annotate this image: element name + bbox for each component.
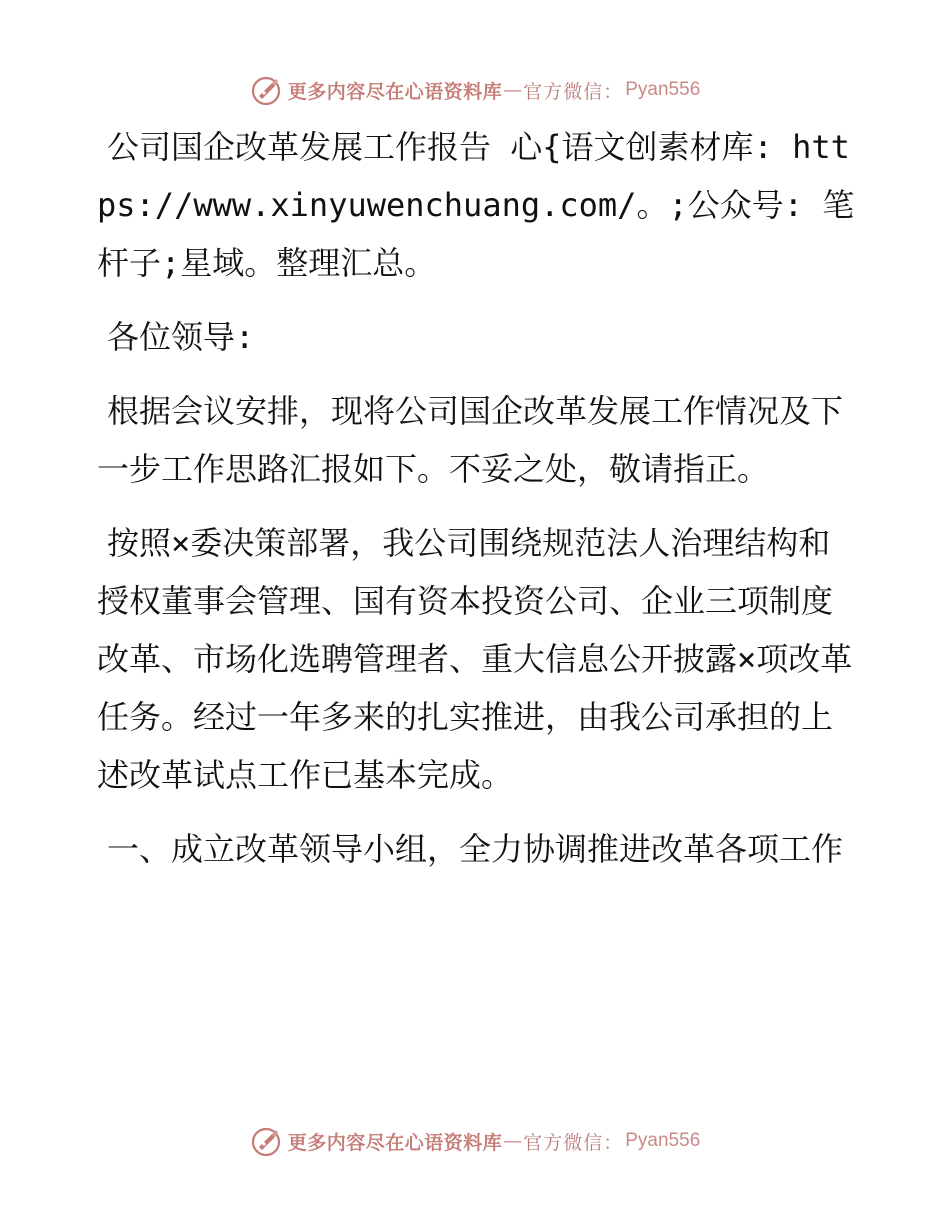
paragraph-salutation: 各位领导: (107, 318, 255, 356)
header-dash: — (503, 79, 523, 101)
paragraph-section-heading: 一、成立改革领导小组，全力协调推进改革各项工作 (107, 830, 844, 868)
header-banner (0, 70, 950, 110)
footer-dash: — (503, 1130, 523, 1152)
footer-brand-text: 更多内容尽在心语资料库 (287, 1131, 503, 1154)
pen-nib-circle-icon (250, 74, 282, 106)
header-brand-text: 更多内容尽在心语资料库 (287, 80, 503, 103)
header-contact-label: 官方微信： (523, 80, 624, 103)
header-wechat-handle: Pyan556 (625, 79, 701, 100)
document-body (97, 118, 857, 894)
paragraph-title: 公司国企改革发展工作报告 心{语文创素材库: https://www.xinyuwenchuang.com/。;公众号: 笔杆子;星域。整理汇总。 (97, 128, 855, 282)
footer-contact-label: 官方微信： (523, 1131, 624, 1154)
pen-nib-circle-icon (250, 1125, 282, 1157)
footer-wechat-handle: Pyan556 (625, 1130, 701, 1151)
paragraph-intro: 根据会议安排，现将公司国企改革发展工作情况及下一步工作思路汇报如下。不妥之处，敬请指正。 (97, 392, 844, 488)
footer-banner (0, 1121, 950, 1161)
paragraph-summary: 按照×委决策部署，我公司围绕规范法人治理结构和授权董事会管理、国有资本投资公司、企业三项制度改革、市场化选聘管理者、重大信息公开披露×项改革任务。经过一年多来的扎实推进，由我公司承担的上述改革试点工作已基本完成。 (97, 524, 853, 794)
